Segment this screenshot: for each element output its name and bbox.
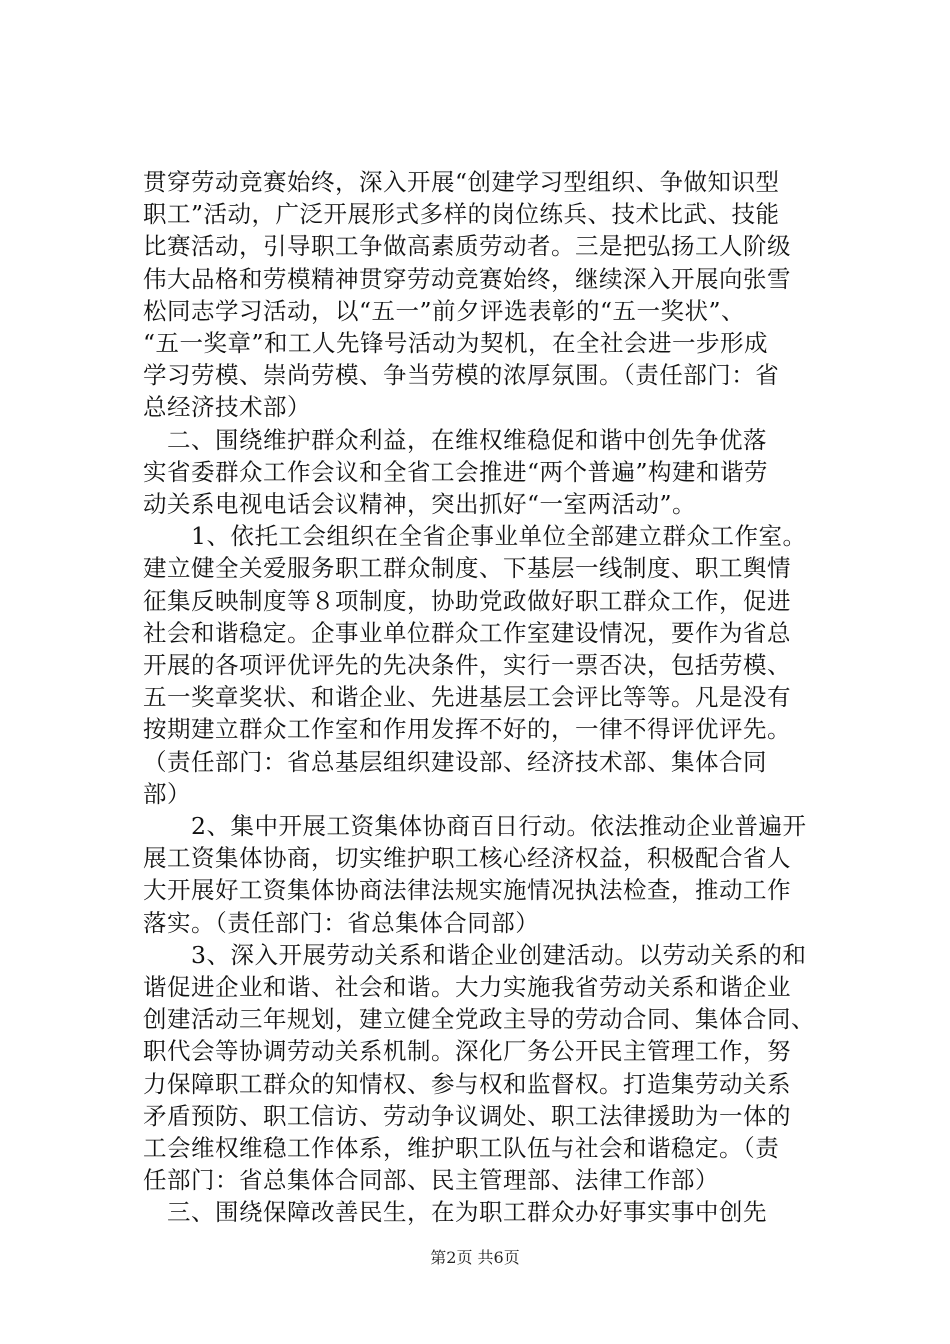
item-2-start: 2、集中开展工资集体协商百日行动。依法推动企业普遍开	[143, 812, 807, 840]
text-line: 职代会等协调劳动关系机制。深化厂务公开民主管理工作，努	[143, 1037, 791, 1066]
page-number-footer: 第2页 共6页	[430, 1248, 520, 1267]
text-line: 学习劳模、崇尚劳模、争当劳模的浓厚氛围。（责任部门：省	[143, 361, 780, 390]
text-line: 比赛活动，引导职工争做高素质劳动者。三是把弘扬工人阶级	[143, 232, 791, 261]
text-line: 伟大品格和劳模精神贯穿劳动竞赛始终，继续深入开展向张雪	[143, 264, 791, 293]
text-line: 力保障职工群众的知情权、参与权和监督权。打造集劳动关系	[143, 1069, 791, 1098]
item-1-start: 1、依托工会组织在全省企事业单位全部建立群众工作室。	[143, 522, 807, 551]
text-line: 谐促进企业和谐、社会和谐。大力实施我省劳动关系和谐企业	[143, 973, 791, 1001]
text-line: 职工”活动，广泛开展形式多样的岗位练兵、技术比武、技能	[143, 200, 780, 229]
text-line: 开展的各项评优评先的先决条件，实行一票否决，包括劳模、	[143, 651, 791, 679]
text-line: 创建活动三年规划，建立健全党政主导的劳动合同、集体合同、	[143, 1005, 815, 1034]
text-line: 征集反映制度等８项制度，协助党政做好职工群众工作，促进	[143, 586, 791, 615]
text-line: 部）	[143, 779, 191, 808]
text-line: 松同志学习活动，以“五一”前夕评选表彰的“五一奖状”、	[143, 296, 746, 325]
text-line: 实省委群众工作会议和全省工会推进“两个普遍”构建和谐劳	[143, 457, 769, 486]
text-line: 任部门：省总集体合同部、民主管理部、法律工作部）	[143, 1166, 719, 1195]
text-line: 三、围绕保障改善民生，在为职工群众办好事实事中创先	[143, 1198, 767, 1227]
text-line: 展工资集体协商，切实维护职工核心经济权益，积极配合省人	[143, 844, 791, 873]
text-line: 五一奖章奖状、和谐企业、先进基层工会评比等等。凡是没有	[143, 683, 791, 712]
text-line: 按期建立群众工作室和作用发挥不好的，一律不得评优评先。	[143, 715, 791, 744]
section-heading-2: 二、围绕维护群众利益，在维权维稳促和谐中创先争优落	[143, 425, 767, 454]
text-line: 工会维权维稳工作体系，维护职工队伍与社会和谐稳定。（责	[143, 1134, 780, 1162]
text-line: 贯穿劳动竞赛始终，深入开展“创建学习型组织、争做知识型	[143, 168, 780, 196]
text-line: “五一奖章”和工人先锋号活动为契机，在全社会进一步形成	[143, 329, 769, 357]
text-line: （责任部门：省总基层组织建设部、经济技术部、集体合同	[143, 747, 767, 776]
item-3-start: 3、深入开展劳动关系和谐企业创建活动。以劳动关系的和	[143, 940, 807, 969]
text-line: 总经济技术部）	[143, 393, 311, 422]
text-line: 矛盾预防、职工信访、劳动争议调处、职工法律援助为一体的	[143, 1101, 791, 1130]
text-line: 动关系电视电话会议精神，突出抓好“一室两活动”。	[143, 490, 697, 518]
text-line: 建立健全关爱服务职工群众制度、下基层一线制度、职工舆情	[143, 554, 791, 583]
text-line: 落实。（责任部门：省总集体合同部）	[143, 908, 540, 937]
text-line: 大开展好工资集体协商法律法规实施情况执法检查，推动工作	[143, 876, 791, 905]
text-line: 社会和谐稳定。企事业单位群众工作室建设情况，要作为省总	[143, 618, 791, 647]
